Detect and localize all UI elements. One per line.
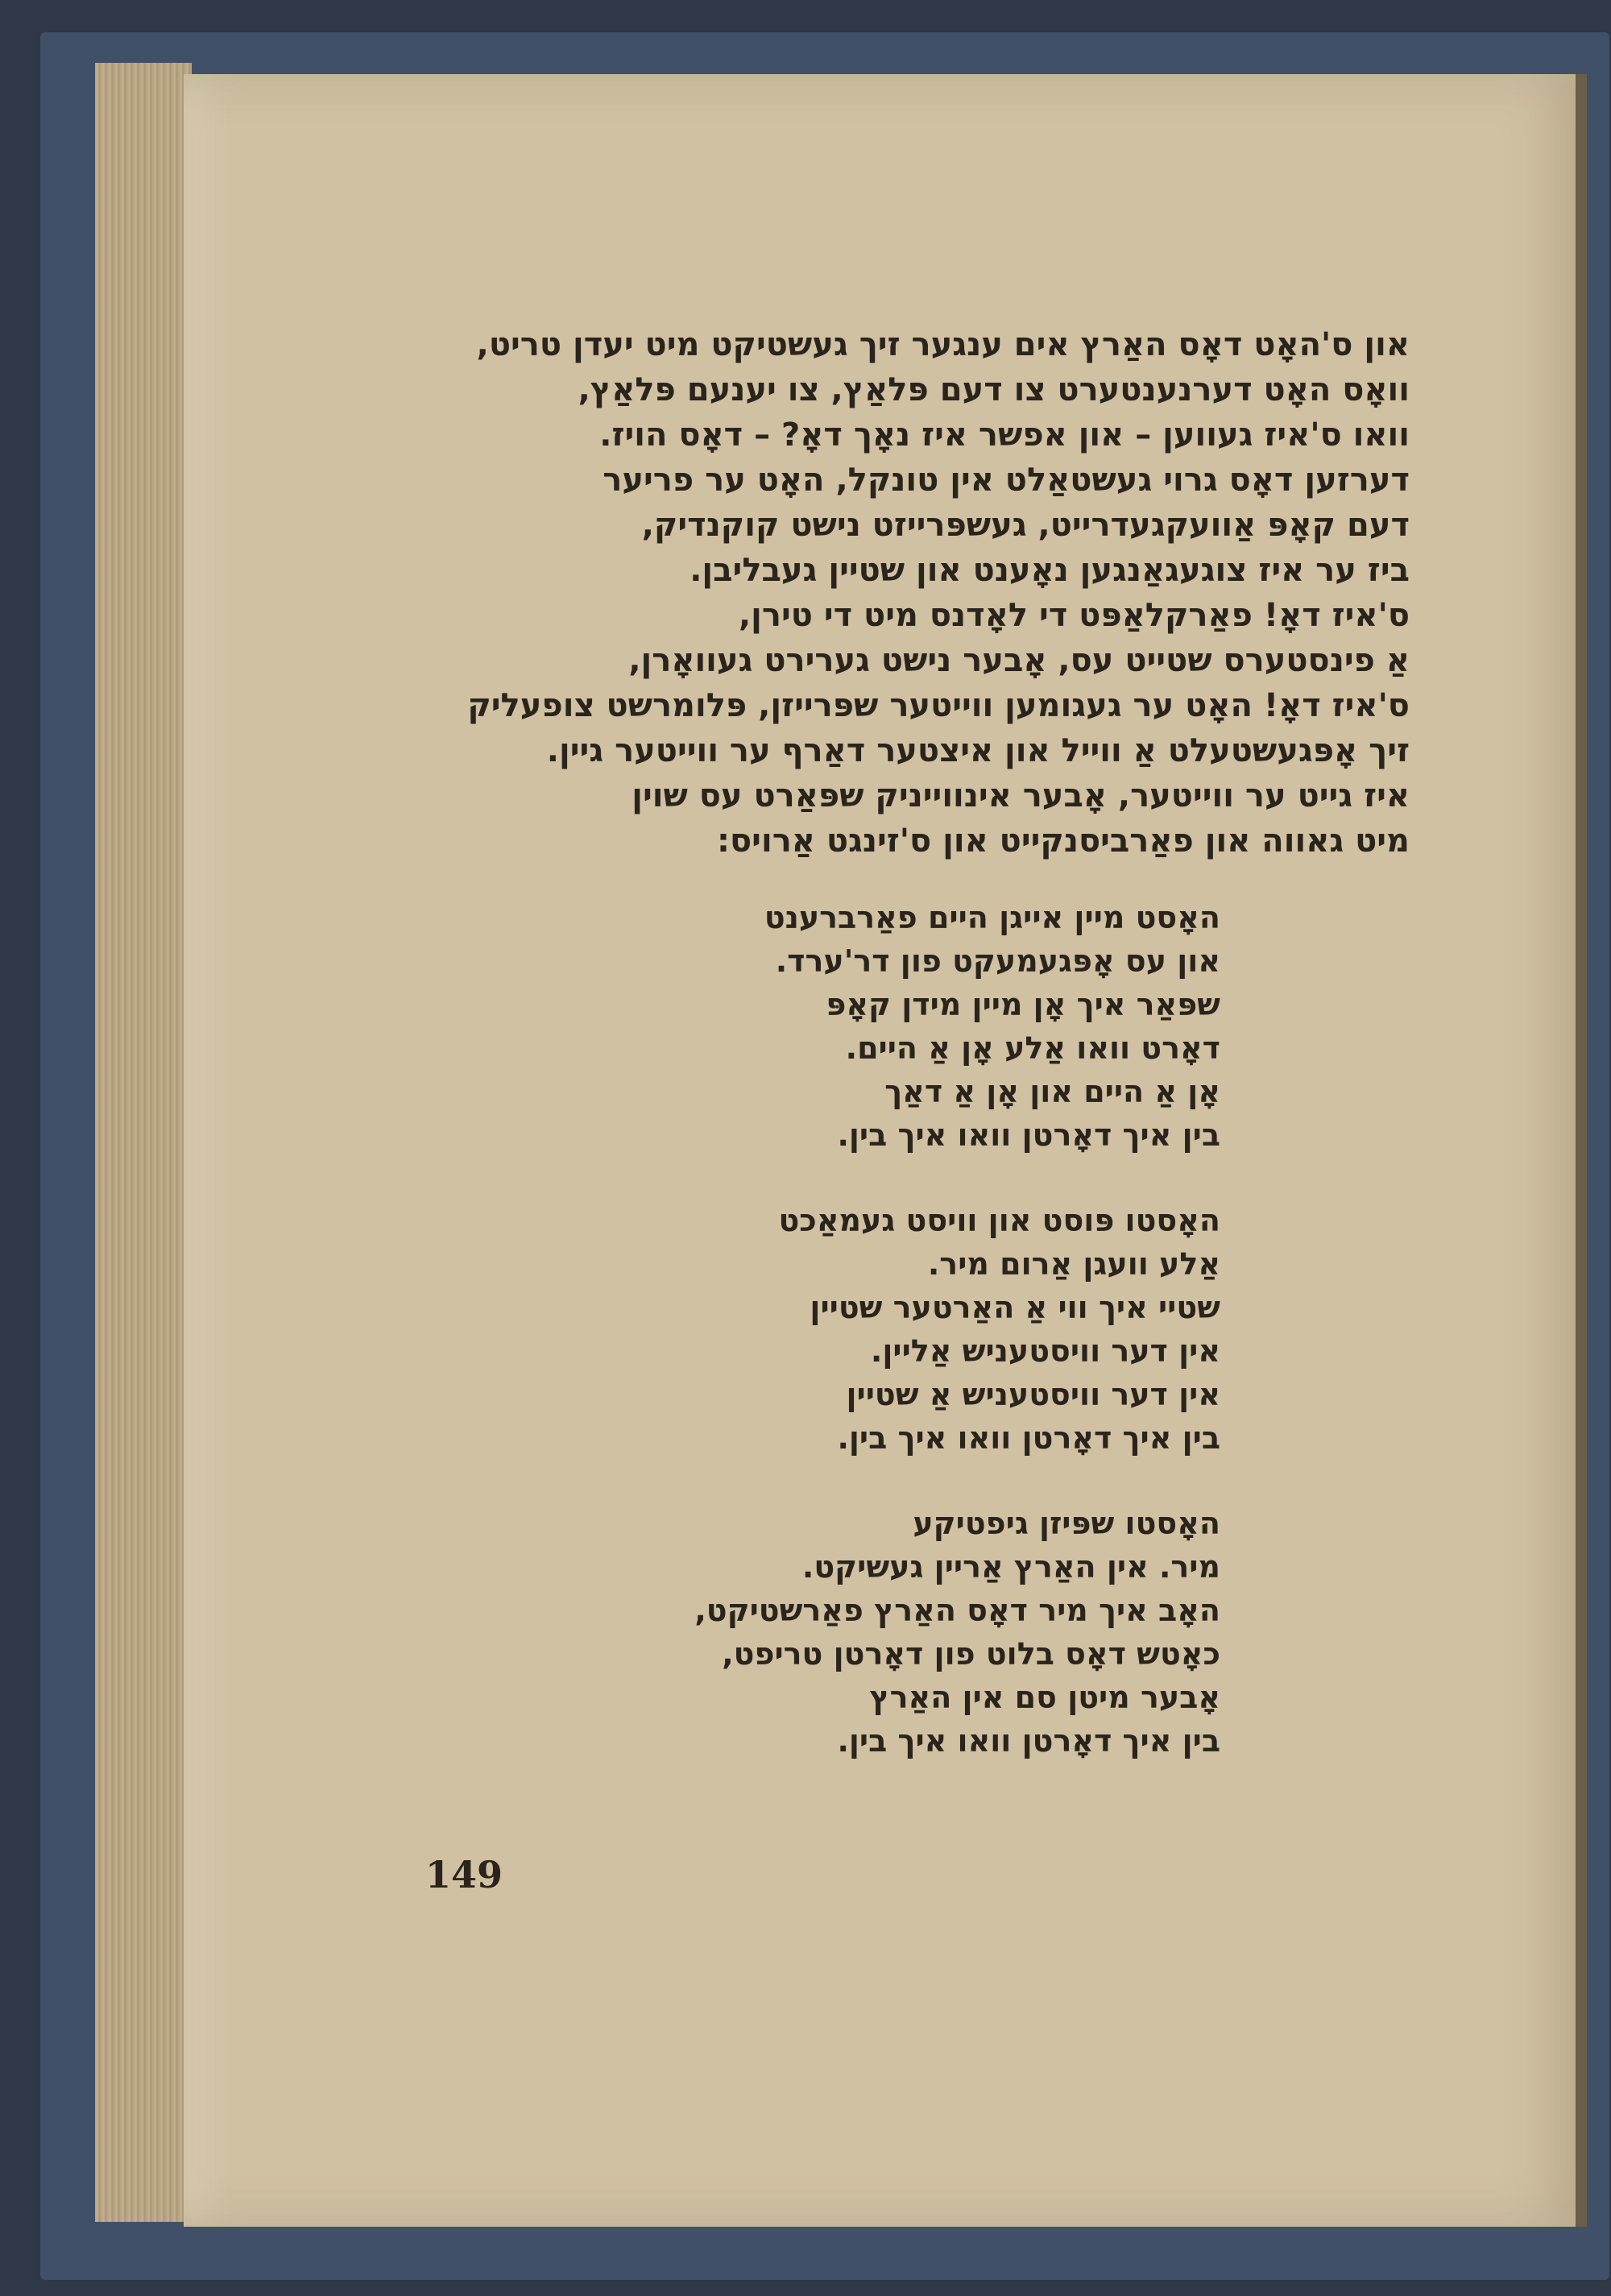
prose-line: מיט גאווה און פאַרביסנקייט און ס'זינגט אַרויס: [717,823,1410,860]
prose-line: אַ פינסטערס שטייט עס, אָבער נישט גערירט געוואָרן, [628,642,1410,679]
verse-line: בין איך דאָרטן וואו איך בין. [837,1723,1220,1759]
verse-line: כאָטש דאָס בלוט פון דאָרטן טריפט, [722,1636,1220,1672]
poem-stanza-3 [290,1502,1410,1763]
prose-line: און ס'האָט דאָס האַרץ אים ענגער זיך געשטיקט מיט יעדן טריט, [476,326,1410,363]
prose-line: ס'איז דאָ! האָט ער געגומען ווייטער שפּרייזן, פּלומרשט צופעליק [467,687,1410,724]
prose-line: וואו ס'איז געווען – און אפשר איז נאָך דאָ? – דאָס הויז. [599,417,1410,454]
prose-line: איז גייט ער ווייטער, אָבער אינווייניק שפּאַרט עס שוין [632,777,1410,814]
verse-line: דאָרט וואו אַלע אָן אַ היים. [845,1030,1220,1066]
verse-line: אָן אַ היים און אָן אַ דאַך [884,1074,1220,1109]
verse-line: האָסטו שפּיזן גיפטיקע [913,1506,1220,1541]
prose-line: ביז ער איז צוגעגאַנגען נאָענט און שטיין געבליבן. [690,552,1410,589]
verse-line: אין דער וויסטעניש אַליין. [870,1333,1220,1369]
verse-line: אַלע וועגן אַרום מיר. [927,1246,1220,1282]
verse-line: בין איך דאָרטן וואו איך בין. [837,1420,1220,1456]
verse-line: און עס אָפּגעמעקט פון דר'ערד. [775,943,1220,979]
verse-line: בין איך דאָרטן וואו איך בין. [837,1117,1220,1153]
poem-stanza-1 [290,896,1410,1157]
verse-line: אָבער מיטן סם אין האַרץ [869,1680,1220,1715]
verse-line: שפּאַר איך אָן מיין מידן קאָפּ [826,987,1220,1022]
prose-paragraph [290,322,1410,864]
prose-line: ס'איז דאָ! פאַרקלאַפּט די לאָדנס מיט די טירן, [738,597,1410,634]
page-number: 149 [425,1853,503,1896]
verse-line: שטיי איך ווי אַ האַרטער שטיין [810,1290,1220,1325]
verse-line: האָב איך מיר דאָס האַרץ פאַרשטיקט, [694,1593,1220,1628]
prose-line: וואָס האָט דערנענטערט צו דעם פּלאַץ, צו יענעם פּלאַץ, [578,371,1410,408]
prose-line: דעם קאָפּ אַוועקגעדרייט, געשפּרייזט נישט קוקנדיק, [641,507,1410,544]
verse-line: האָסט מיין אייגן היים פאַרברענט [764,900,1220,935]
page-edges [95,63,192,2222]
page-gutter [1576,74,1587,2227]
poem-stanza-2 [290,1199,1410,1460]
prose-line: זיך אָפּגעשטעלט אַ ווייל און איצטער דאַרף ער ווייטער גיין. [546,732,1410,769]
verse-line: מיר. אין האַרץ אַריין געשיקט. [801,1549,1220,1585]
verse-line: האָסטו פּוסט און וויסט געמאַכט [778,1203,1220,1238]
verse-line: אין דער וויסטעניש אַ שטיין [846,1377,1220,1412]
text-block [290,322,1410,1763]
prose-line: דערזען דאָס גרוי געשטאַלט אין טונקל, האָט ער פריער [603,462,1410,499]
